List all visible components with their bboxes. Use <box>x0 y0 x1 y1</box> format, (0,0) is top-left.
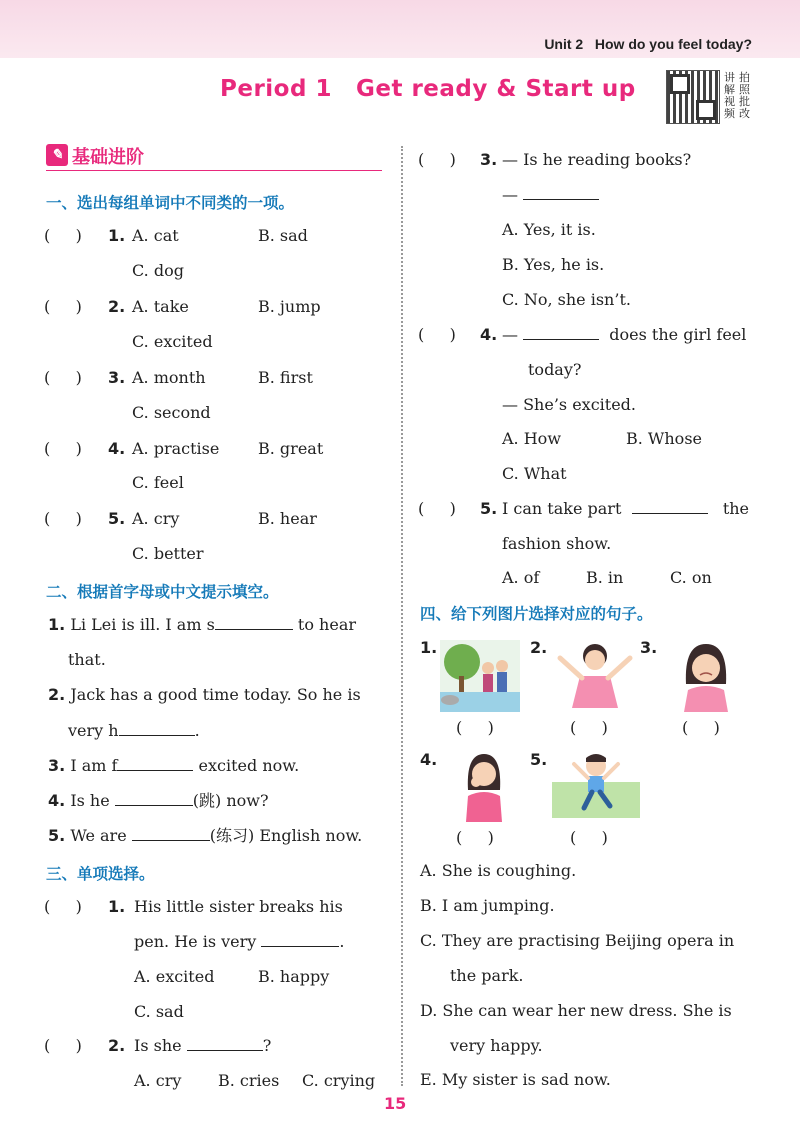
option-a: A. practise <box>132 439 220 458</box>
question-text: that. <box>68 650 106 669</box>
question-text: pen. He is very . <box>134 932 345 951</box>
option-a: A. take <box>132 297 189 316</box>
question-text: — <box>502 185 599 205</box>
option-c: C. feel <box>132 473 184 492</box>
question-text: Is she ? <box>134 1036 272 1055</box>
page-title: Period 1 Get ready & Start up <box>220 76 636 102</box>
answer-paren[interactable]: ( ) <box>570 828 608 847</box>
picture-number: 3. <box>640 638 658 657</box>
answer-blank[interactable] <box>115 791 193 806</box>
fill-question-2: 2. Jack has a good time today. So he is <box>48 685 361 704</box>
column-divider <box>401 146 403 1086</box>
answer-blank[interactable] <box>187 1036 263 1051</box>
option-c: C. excited <box>132 332 213 351</box>
question-number: 5. <box>480 499 498 518</box>
answer-blank[interactable] <box>261 932 339 947</box>
fill-question-5: 5. We are (练习) English now. <box>48 826 363 845</box>
qr-label: 讲 拍 解 照 视 批 频 改 <box>724 71 750 120</box>
happy-girl-dress-picture <box>552 640 638 712</box>
picture-number: 2. <box>530 638 548 657</box>
answer-blank[interactable] <box>119 721 195 736</box>
picture-number: 4. <box>420 750 438 769</box>
option-sentence: D. She can wear her new dress. She is <box>420 1001 732 1020</box>
option-sentence: C. They are practising Beijing opera in <box>420 931 735 950</box>
answer-paren[interactable]: ( ) <box>418 325 456 344</box>
jumping-boy-picture <box>552 752 640 818</box>
option-b: B. cries <box>218 1071 280 1090</box>
option-a: A. cry <box>132 509 180 528</box>
question-text: — She’s excited. <box>502 395 636 414</box>
answer-paren[interactable]: ( ) <box>44 439 82 458</box>
option-c: C. No, she isn’t. <box>502 290 631 309</box>
option-a: A. cry <box>134 1071 182 1090</box>
answer-blank[interactable] <box>117 756 193 771</box>
question-text: His little sister breaks his <box>134 897 343 916</box>
pencil-icon: ✎ <box>46 144 68 166</box>
section-1-heading: 一、选出每组单词中不同类的一项。 <box>46 194 295 212</box>
unit-header: Unit 2 How do you feel today? <box>544 36 752 52</box>
option-c: C. sad <box>134 1002 184 1021</box>
option-sentence: E. My sister is sad now. <box>420 1070 611 1089</box>
option-c: C. second <box>132 403 211 422</box>
question-text: very h . <box>68 721 200 740</box>
question-number: 5. <box>108 509 126 528</box>
answer-paren[interactable]: ( ) <box>44 509 82 528</box>
question-number: 1. <box>108 226 126 245</box>
section-badge: ✎ 基础进阶 <box>46 142 382 172</box>
option-a: A. month <box>132 368 206 387</box>
answer-blank[interactable] <box>523 325 599 340</box>
answer-paren[interactable]: ( ) <box>682 718 720 737</box>
option-c: C. What <box>502 464 567 483</box>
question-number: 4. <box>480 325 498 344</box>
answer-paren[interactable]: ( ) <box>44 368 82 387</box>
option-b: B. in <box>586 568 624 587</box>
option-a: A. Yes, it is. <box>502 220 596 239</box>
section-3-heading: 三、单项选择。 <box>46 865 155 883</box>
answer-paren[interactable]: ( ) <box>44 297 82 316</box>
option-b: B. sad <box>258 226 308 245</box>
answer-paren[interactable]: ( ) <box>44 1036 82 1055</box>
park-opera-picture <box>440 640 520 712</box>
qr-code-icon[interactable] <box>666 70 720 124</box>
option-a: A. excited <box>134 967 215 986</box>
option-b: B. happy <box>258 967 330 986</box>
question-text: I can take part the <box>502 499 750 518</box>
question-text: fashion show. <box>502 534 612 553</box>
option-c: C. on <box>670 568 712 587</box>
answer-blank[interactable] <box>632 499 708 514</box>
option-sentence: A. She is coughing. <box>420 861 577 880</box>
fill-question-1: 1. Li Lei is ill. I am s to hear <box>48 615 356 634</box>
question-number: 1. <box>108 897 126 916</box>
fill-question-4: 4. Is he (跳) now? <box>48 791 269 810</box>
answer-paren[interactable]: ( ) <box>44 226 82 245</box>
question-number: 2. <box>108 297 126 316</box>
section-4-heading: 四、给下列图片选择对应的句子。 <box>420 605 653 623</box>
badge-underline <box>46 170 382 171</box>
answer-paren[interactable]: ( ) <box>456 828 494 847</box>
option-sentence: very happy. <box>450 1036 543 1055</box>
answer-paren[interactable]: ( ) <box>570 718 608 737</box>
answer-blank[interactable] <box>215 615 293 630</box>
question-text: — does the girl feel <box>502 325 747 344</box>
option-c: C. better <box>132 544 204 563</box>
coughing-girl-picture <box>456 752 512 822</box>
question-number: 3. <box>108 368 126 387</box>
option-b: B. first <box>258 368 313 387</box>
question-text: today? <box>528 360 582 379</box>
option-c: C. crying <box>302 1071 376 1090</box>
option-sentence: B. I am jumping. <box>420 896 555 915</box>
option-b: B. Whose <box>626 429 702 448</box>
option-b: B. Yes, he is. <box>502 255 605 274</box>
answer-paren[interactable]: ( ) <box>456 718 494 737</box>
answer-paren[interactable]: ( ) <box>418 150 456 169</box>
picture-number: 5. <box>530 750 548 769</box>
option-c: C. dog <box>132 261 184 280</box>
fill-question-3: 3. I am f excited now. <box>48 756 300 775</box>
question-number: 4. <box>108 439 126 458</box>
option-a: A. How <box>502 429 562 448</box>
option-b: B. jump <box>258 297 321 316</box>
question-text: — Is he reading books? <box>502 150 692 169</box>
option-sentence: the park. <box>450 966 524 985</box>
question-number: 3. <box>480 150 498 169</box>
answer-paren[interactable]: ( ) <box>44 897 82 916</box>
option-a: A. of <box>502 568 540 587</box>
option-b: B. hear <box>258 509 317 528</box>
answer-blank[interactable] <box>523 185 599 200</box>
answer-blank[interactable] <box>132 826 210 841</box>
answer-paren[interactable]: ( ) <box>418 499 456 518</box>
option-b: B. great <box>258 439 324 458</box>
option-a: A. cat <box>132 226 179 245</box>
question-number: 2. <box>108 1036 126 1055</box>
sad-girl-picture <box>676 640 736 712</box>
picture-number: 1. <box>420 638 438 657</box>
page-number: 15 <box>384 1094 407 1113</box>
section-2-heading: 二、根据首字母或中文提示填空。 <box>46 583 279 601</box>
